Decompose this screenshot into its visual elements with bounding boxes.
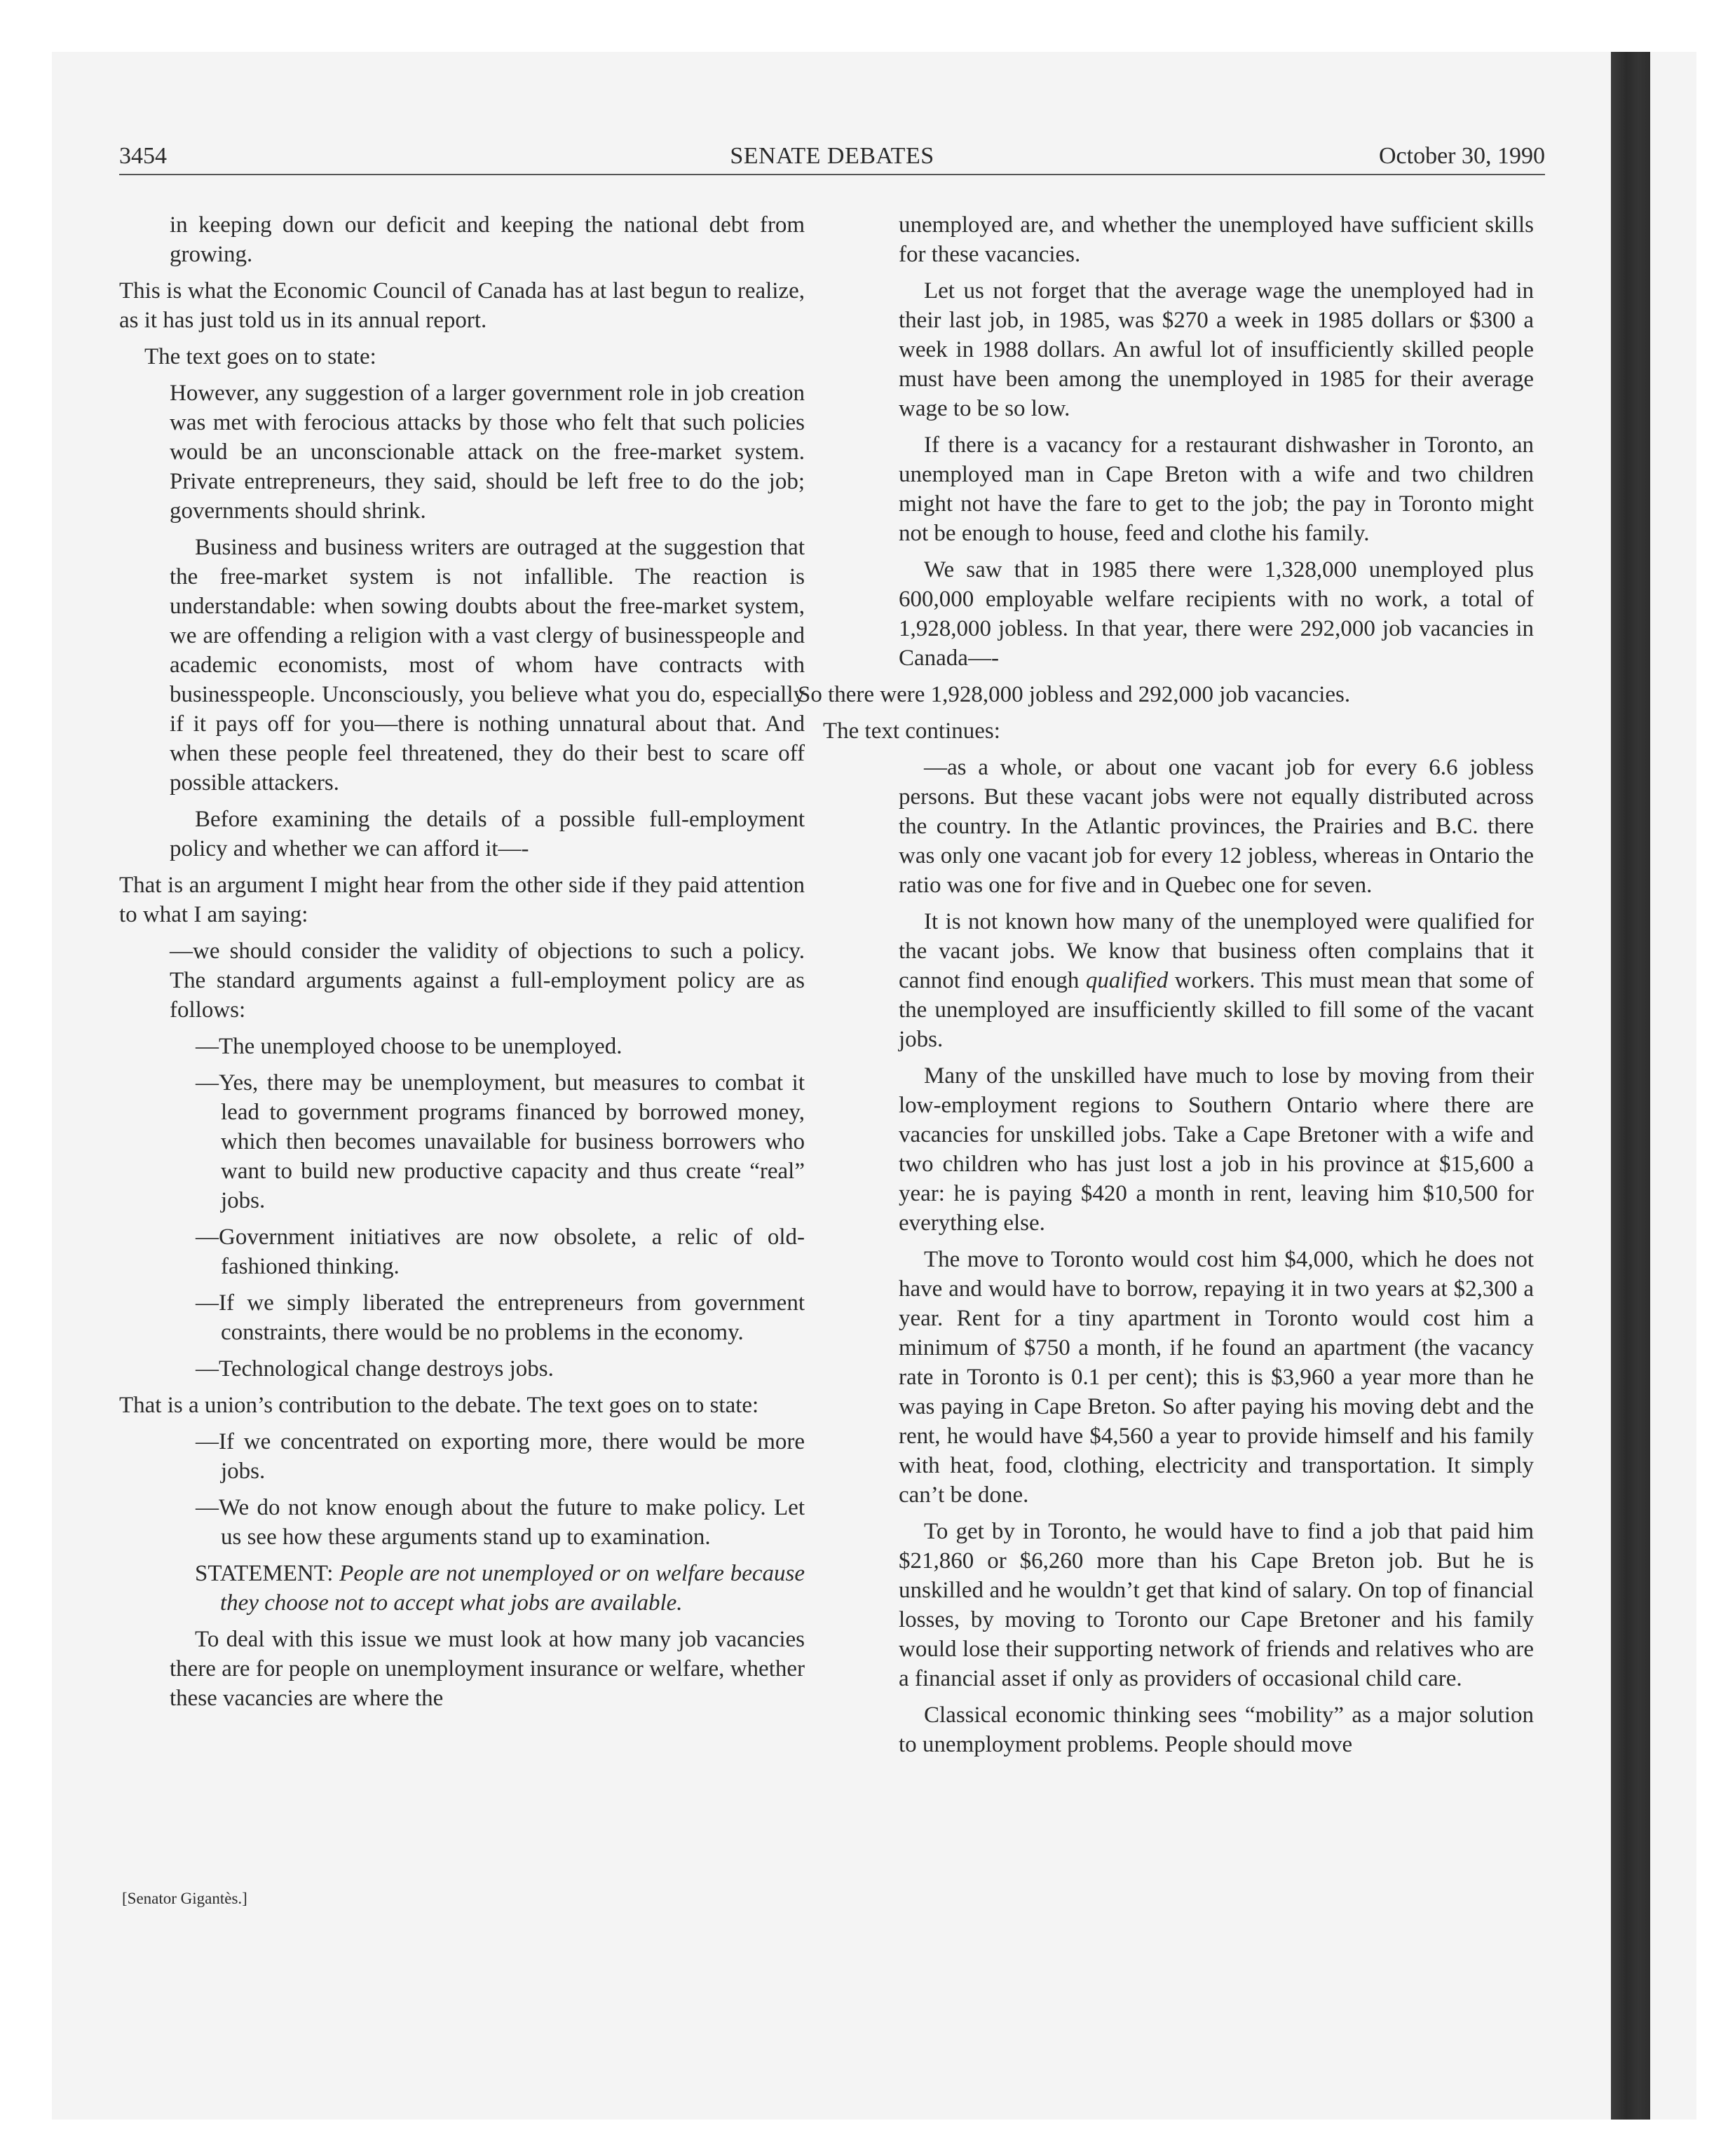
paragraph: So there were 1,928,000 jobless and 292,000 job vacancies. <box>798 682 1351 707</box>
quote-paragraph: Many of the unskilled have much to lose by moving from their low-employment regions to Southern Ontario where there are vacancies for unskilled jobs. Take a Cape Bretoner with a wife and two children who has just lost a job in his province at $15,600 a year: he is paying $420 a month in rent, leaving him $10,500 for everything else. <box>899 1063 1534 1236</box>
paragraph: That is an argument I might hear from the other side if they paid attention to what I am saying: <box>119 873 805 927</box>
right-column <box>798 210 1534 1766</box>
publication-title: SENATE DEBATES <box>730 143 934 169</box>
issue-date: October 30, 1990 <box>1378 143 1545 169</box>
objection-item: —Government initiatives are now obsolete, a relic of old-fashioned thinking. <box>196 1224 805 1279</box>
paragraph: This is what the Economic Council of Canada has at last begun to realize, as it has just told us in its annual report. <box>119 278 805 333</box>
text-run: It is not known how many of the unemployed were qualified for the vacant jobs. We know that business often complains that it cannot find enough <box>899 909 1534 993</box>
quote-paragraph: We saw that in 1985 there were 1,328,000 unemployed plus 600,000 employable welfare recipients with no work, a total of 1,928,000 jobless. In that year, there were 292,000 job vacancies in Canada—- <box>899 557 1534 671</box>
objection-item: —If we concentrated on exporting more, there would be more jobs. <box>196 1429 805 1484</box>
paragraph: The text continues: <box>823 718 1000 744</box>
paragraph: That is a union’s contribution to the debate. The text goes on to state: <box>119 1393 759 1418</box>
quote-paragraph: However, any suggestion of a larger government role in job creation was met with ferocious attacks by those who felt that such policies would be an unconscionable attack on the free-market system. Private entrepreneurs, they said, should be left free to do the job; governments should shrink. <box>170 381 805 524</box>
header-rule <box>119 174 1545 175</box>
objection-item: —The unemployed choose to be unemployed. <box>196 1034 622 1059</box>
quote-paragraph <box>848 907 1534 1054</box>
left-column <box>119 210 805 1720</box>
objection-item: —Yes, there may be unemployment, but measures to combat it lead to government programs financed by borrowed money, which then becomes unavailable for business borrowers who want to build new productive capacity and thus create “real” jobs. <box>196 1070 805 1213</box>
quote-paragraph: To get by in Toronto, he would have to find a job that paid him $21,860 or $6,260 more than his Cape Breton job. But he is unskilled and he wouldn’t get that kind of salary. On top of financial losses, by moving to Toronto our Cape Bretoner and his family would lose their supporting network of friends and relatives who are a financial asset if only as providers of occasional child care. <box>899 1519 1534 1691</box>
quote-paragraph: Classical economic thinking sees “mobility” as a major solution to unemployment problems. People should move <box>899 1703 1534 1757</box>
quote-paragraph: To deal with this issue we must look at how many job vacancies there are for people on unemployment insurance or welfare, whether these vacancies are where the <box>170 1627 805 1711</box>
quote-paragraph: Let us not forget that the average wage the unemployed had in their last job, in 1985, was $270 a week in 1985 dollars or $300 a week in 1988 dollars. An awful lot of insufficiently skilled people must have been among the unemployed in 1985 for their average wage to be so low. <box>899 278 1534 421</box>
objection-item: —We do not know enough about the future to make policy. Let us see how these arguments stand up to examination. <box>196 1495 805 1550</box>
statement-text: People are not unemployed or on welfare because they choose not to accept what jobs are available. <box>220 1561 805 1616</box>
quote-paragraph: Before examining the details of a possible full-employment policy and whether we can afford it—- <box>170 807 805 861</box>
quote-paragraph: Business and business writers are outraged at the suggestion that the free-market system is not infallible. The reaction is understandable: when sowing doubts about the free-market system, we are offending a religion with a vast clergy of businesspeople and academic economists, most of whom have contracts with businesspeople. Unconsciously, you believe what you do, especially if it pays off for you—there is nothing unnatural about that. And when these people feel threatened, they do their best to scare off possible attackers. <box>170 535 805 796</box>
quote-paragraph: —we should consider the validity of objections to such a policy. The standard arguments against a full-employment policy are as follows: <box>170 939 805 1023</box>
scan-edge-strip <box>1611 52 1650 2120</box>
objection-item: —Technological change destroys jobs. <box>196 1356 554 1381</box>
statement-label: STATEMENT: <box>195 1561 340 1586</box>
emphasis: qualified <box>1085 968 1169 993</box>
running-head <box>119 139 1545 174</box>
paragraph: in keeping down our deficit and keeping the national debt from growing. <box>170 212 805 267</box>
quote-paragraph: —as a whole, or about one vacant job for every 6.6 jobless persons. But these vacant jobs were not equally distributed across the country. In the Atlantic provinces, the Prairies and B.C. there was only one vacant job for every 12 jobless, whereas in Ontario the ratio was one for five and in Quebec one for seven. <box>899 755 1534 898</box>
quote-paragraph: unemployed are, and whether the unemployed have sufficient skills for these vacancies. <box>899 212 1534 267</box>
statement-paragraph <box>119 1559 805 1618</box>
page-number: 3454 <box>119 143 167 169</box>
speaker-footnote: [Senator Gigantès.] <box>122 1890 247 1907</box>
paragraph: The text goes on to state: <box>144 344 376 369</box>
quote-paragraph: If there is a vacancy for a restaurant dishwasher in Toronto, an unemployed man in Cape Breton with a wife and two children might not have the fare to get to the job; the pay in Toronto might not be enough to house, feed and clothe his family. <box>899 432 1534 546</box>
text-run: workers. This must mean that some of the unemployed are insufficiently skilled to fill some of the vacant jobs. <box>899 968 1534 1052</box>
objection-item: —If we simply liberated the entrepreneurs from government constraints, there would be no problems in the economy. <box>196 1290 805 1345</box>
quote-paragraph: The move to Toronto would cost him $4,000, which he does not have and would have to borrow, repaying it in two years at $2,300 a year. Rent for a tiny apartment in Toronto would cost him a minimum of $750 a month, if he found an apartment (the vacancy rate in Toronto is 0.1 per cent); this is $3,960 a year more than he was paying in Cape Breton. So after paying his moving debt and the rent, he would have $4,560 a year to provide himself and his family with heat, food, clothing, electricity and transportation. It simply can’t be done. <box>899 1247 1534 1508</box>
